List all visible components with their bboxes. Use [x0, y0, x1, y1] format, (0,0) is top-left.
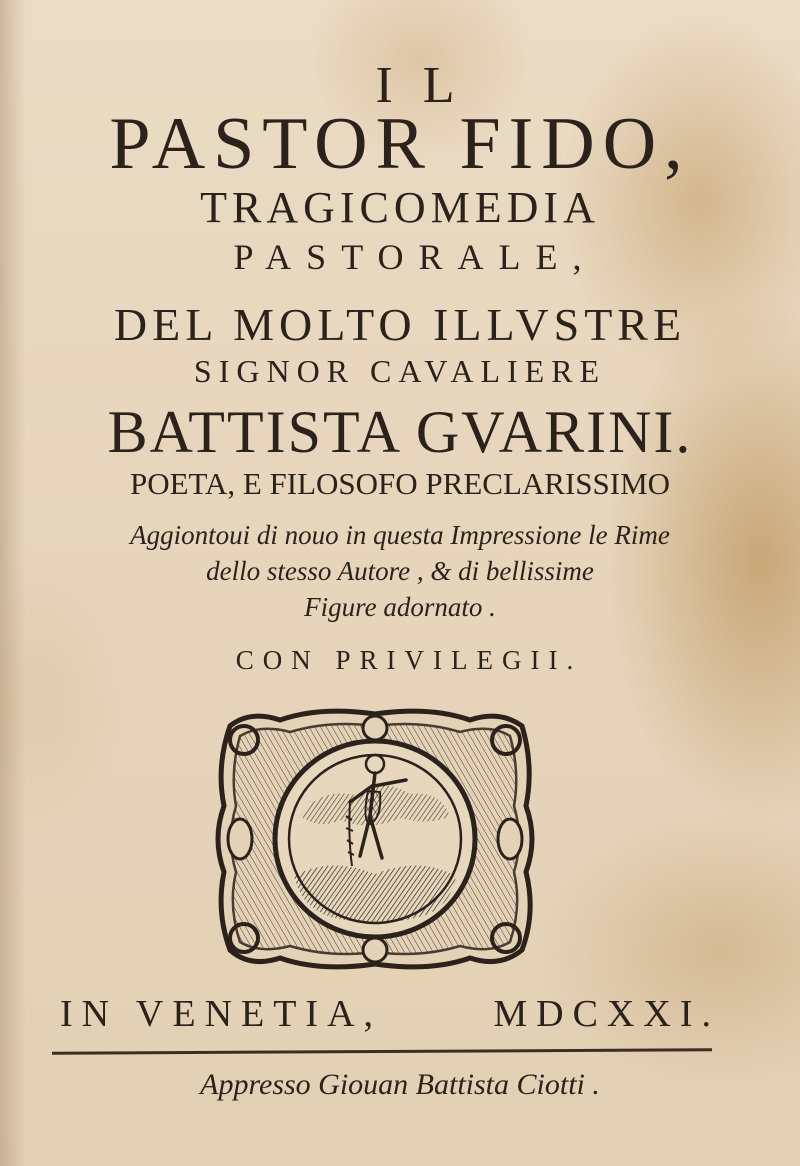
printers-device-woodcut	[210, 706, 540, 972]
imprint-printer: Appresso Giouan Battista Ciotti .	[200, 1068, 600, 1101]
author-description: POETA, E FILOSOFO PRECLARISSIMO	[129, 466, 671, 501]
imprint-place: IN VENETIA,	[60, 993, 383, 1035]
italic-line-1: Aggiontoui di nouo in questa Impressione le Rime	[130, 520, 670, 550]
subtitle-tragicomedia: TRAGICOMEDIA	[200, 183, 600, 232]
title-line-pastor-fido: PASTOR FIDO,	[109, 103, 691, 185]
imprint-year: MDCXXI.	[493, 993, 720, 1035]
author-name: BATTISTA GVARINI.	[107, 399, 693, 465]
author-line-signor: SIGNOR CAVALIERE	[193, 353, 607, 389]
horizontal-rule	[52, 1048, 712, 1054]
author-line-del-molto: DEL MOLTO ILLVSTRE	[113, 299, 687, 350]
title-line-il: IL	[375, 57, 485, 114]
privilege-line: CON PRIVILEGII.	[235, 645, 583, 675]
italic-line-3: Figure adornato .	[304, 592, 496, 622]
italic-line-2: dello stesso Autore , & di bellissime	[206, 556, 594, 586]
imprint-row	[60, 992, 720, 1036]
subtitle-pastorale: PASTORALE,	[233, 237, 597, 277]
